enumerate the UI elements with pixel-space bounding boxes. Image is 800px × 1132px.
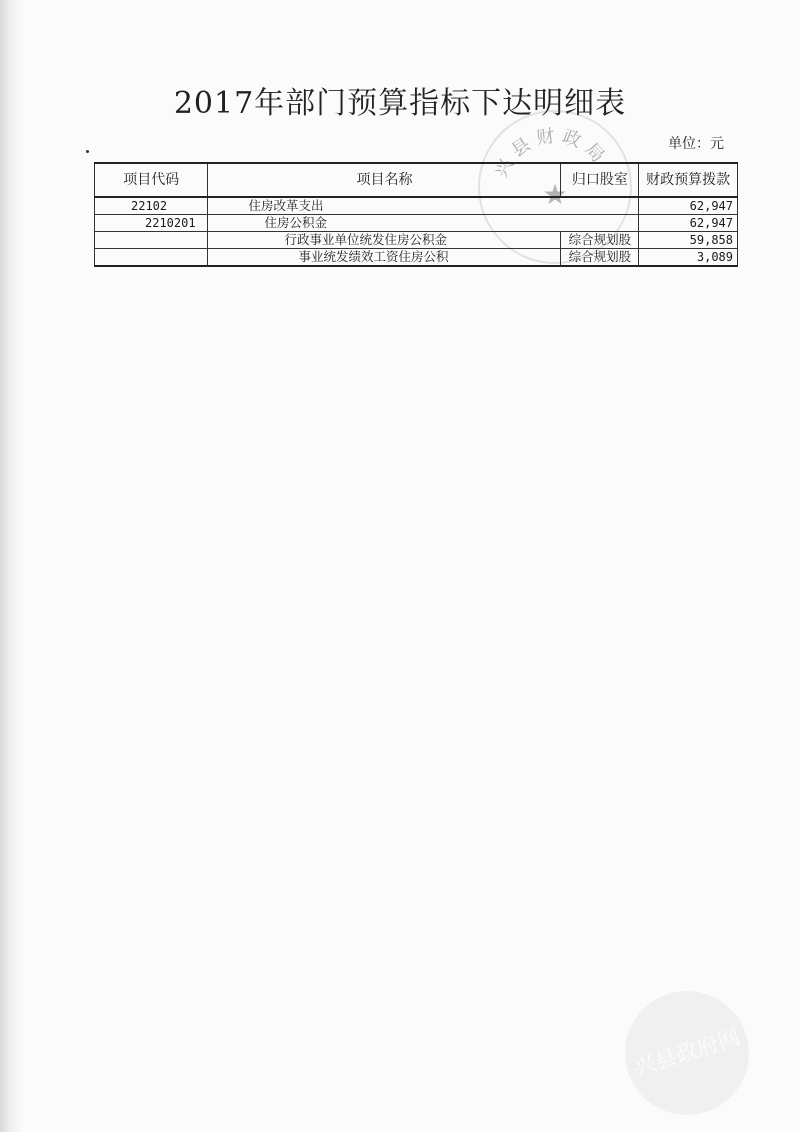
table-row — [95, 232, 738, 249]
table-row — [95, 197, 738, 215]
row-name: 行政事业单位统发住房公积金 — [208, 232, 561, 249]
row-dept: 综合规划股 — [561, 249, 639, 267]
header-name: 项目名称 — [208, 163, 561, 197]
header-dept: 归口股室 — [561, 163, 639, 197]
watermark-text: 兴县政府网 — [630, 1024, 744, 1083]
row-dept: 综合规划股 — [561, 232, 639, 249]
unit-label: 单位：元 — [668, 136, 724, 152]
watermark-graphic — [612, 978, 762, 1128]
row-code — [95, 249, 208, 267]
seal-text: 兴县财政局 — [491, 125, 613, 182]
row-code — [95, 232, 208, 249]
row-name: 住房改革支出 — [208, 197, 639, 215]
table-row — [95, 249, 738, 267]
row-name: 事业统发绩效工资住房公积 — [208, 249, 561, 267]
row-amount: 62,947 — [639, 197, 738, 215]
row-amount: 59,858 — [639, 232, 738, 249]
row-amount: 62,947 — [639, 215, 738, 232]
seal-star-icon: ★ — [542, 178, 568, 211]
row-name: 住房公积金 — [208, 215, 639, 232]
site-watermark — [612, 978, 762, 1128]
table-header-row — [95, 163, 738, 197]
row-code: 22102 — [95, 197, 208, 215]
row-amount: 3,089 — [639, 249, 738, 267]
header-code: 项目代码 — [95, 163, 208, 197]
document-title: 2017年部门预算指标下达明细表 — [173, 86, 627, 121]
budget-detail-table — [94, 162, 738, 267]
scan-edge-shadow — [0, 0, 22, 1132]
header-amount: 财政预算拨款 — [639, 163, 738, 197]
table-row — [95, 215, 738, 232]
row-code: 2210201 — [95, 215, 208, 232]
scan-speck — [86, 150, 89, 153]
